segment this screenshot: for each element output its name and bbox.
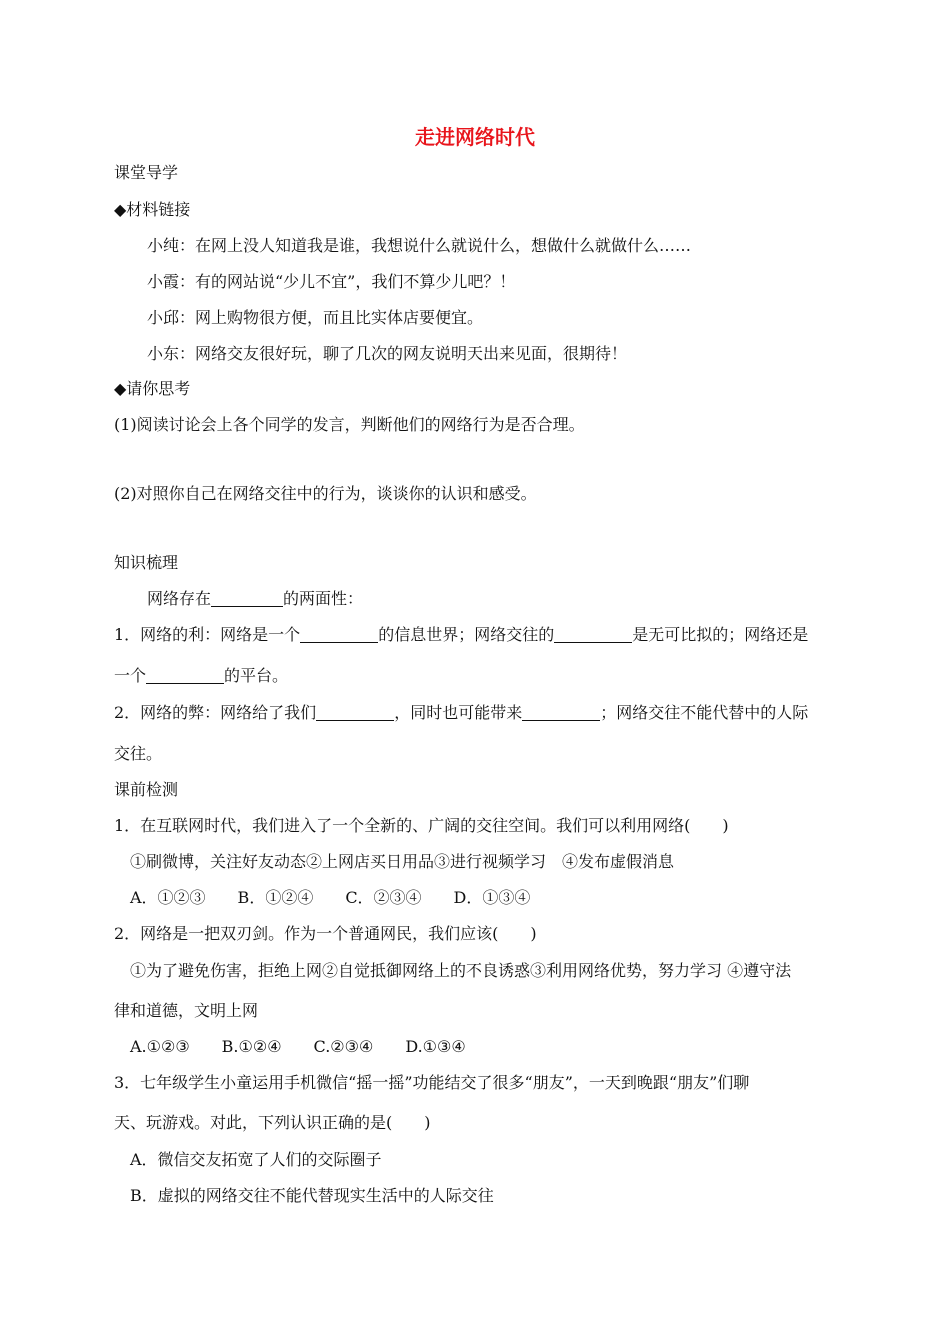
question-2-items-cont: 律和道德，文明上网 bbox=[114, 1001, 259, 1020]
knowledge-item-2-cont: 交往。 bbox=[114, 744, 163, 763]
think-question: (2)对照你自己在网络交往中的行为，谈谈你的认识和感受。 bbox=[114, 484, 537, 503]
knowledge-item-1 bbox=[114, 625, 808, 645]
fill-blank[interactable] bbox=[300, 626, 378, 643]
question-1-options: A．①②③ B．①②④ C．②③④ D．①③④ bbox=[130, 888, 531, 907]
fill-blank[interactable] bbox=[554, 626, 632, 643]
knowledge-item-1-cont bbox=[114, 666, 288, 686]
question-3-stem-cont: 天、玩游戏。对此，下列认识正确的是( ) bbox=[114, 1113, 431, 1132]
knowledge-item-2 bbox=[114, 703, 808, 723]
material-line: 小邱：网上购物很方便，而且比实体店要便宜。 bbox=[147, 308, 484, 327]
fill-blank[interactable] bbox=[211, 590, 283, 607]
text-segment: 2．网络的弊：网络给了我们 bbox=[114, 703, 317, 722]
section-heading-knowledge: 知识梳理 bbox=[114, 553, 179, 572]
section-heading-check: 课前检测 bbox=[114, 780, 179, 799]
fill-blank[interactable] bbox=[522, 704, 600, 721]
question-3-option-a: A．微信交友拓宽了人们的交际圈子 bbox=[130, 1150, 382, 1169]
section-heading-think: ◆请你思考 bbox=[114, 379, 191, 398]
material-line: 小霞：有的网站说“少儿不宜”，我们不算少儿吧？！ bbox=[147, 272, 516, 291]
question-2-options: A.①②③ B.①②④ C.②③④ D.①③④ bbox=[130, 1037, 466, 1056]
text-segment: 1．网络的利：网络是一个 bbox=[114, 625, 301, 644]
text-segment: 的两面性： bbox=[283, 589, 364, 608]
text-segment: 的平台。 bbox=[224, 666, 289, 685]
text-segment: ；网络交往不能代替中的人际 bbox=[600, 703, 809, 722]
section-heading-guide: 课堂导学 bbox=[114, 163, 179, 182]
question-1-items: ①刷微博，关注好友动态②上网店买日用品③进行视频学习 ④发布虚假消息 bbox=[130, 852, 675, 871]
question-3-option-b: B．虚拟的网络交往不能代替现实生活中的人际交往 bbox=[130, 1186, 494, 1205]
text-segment: 网络存在 bbox=[147, 589, 212, 608]
material-line: 小纯：在网上没人知道我是谁，我想说什么就说什么，想做什么就做什么…… bbox=[147, 236, 692, 255]
text-segment: 一个 bbox=[114, 666, 147, 685]
question-3-stem: 3．七年级学生小童运用手机微信“摇一摇”功能结交了很多“朋友”，一天到晚跟“朋友”们聊 bbox=[114, 1073, 750, 1092]
material-line: 小东：网络交友很好玩，聊了几次的网友说明天出来见面，很期待！ bbox=[147, 344, 628, 363]
document-title: 走进网络时代 bbox=[415, 125, 535, 149]
question-1-stem: 1．在互联网时代，我们进入了一个全新的、广阔的交往空间。我们可以利用网络( ) bbox=[114, 816, 729, 835]
knowledge-intro bbox=[147, 589, 363, 609]
question-2-stem: 2．网络是一把双刃剑。作为一个普通网民，我们应该( ) bbox=[114, 924, 537, 943]
think-question: (1)阅读讨论会上各个同学的发言，判断他们的网络行为是否合理。 bbox=[114, 415, 585, 434]
text-segment: 是无可比拟的；网络还是 bbox=[632, 625, 809, 644]
section-heading-material: ◆材料链接 bbox=[114, 200, 191, 219]
text-segment: 的信息世界；网络交往的 bbox=[378, 625, 555, 644]
fill-blank[interactable] bbox=[316, 704, 394, 721]
question-2-items: ①为了避免伤害，拒绝上网②自觉抵御网络上的不良诱惑③利用网络优势，努力学习 ④遵守法 bbox=[130, 961, 792, 980]
text-segment: ，同时也可能带来 bbox=[394, 703, 523, 722]
fill-blank[interactable] bbox=[146, 667, 224, 684]
